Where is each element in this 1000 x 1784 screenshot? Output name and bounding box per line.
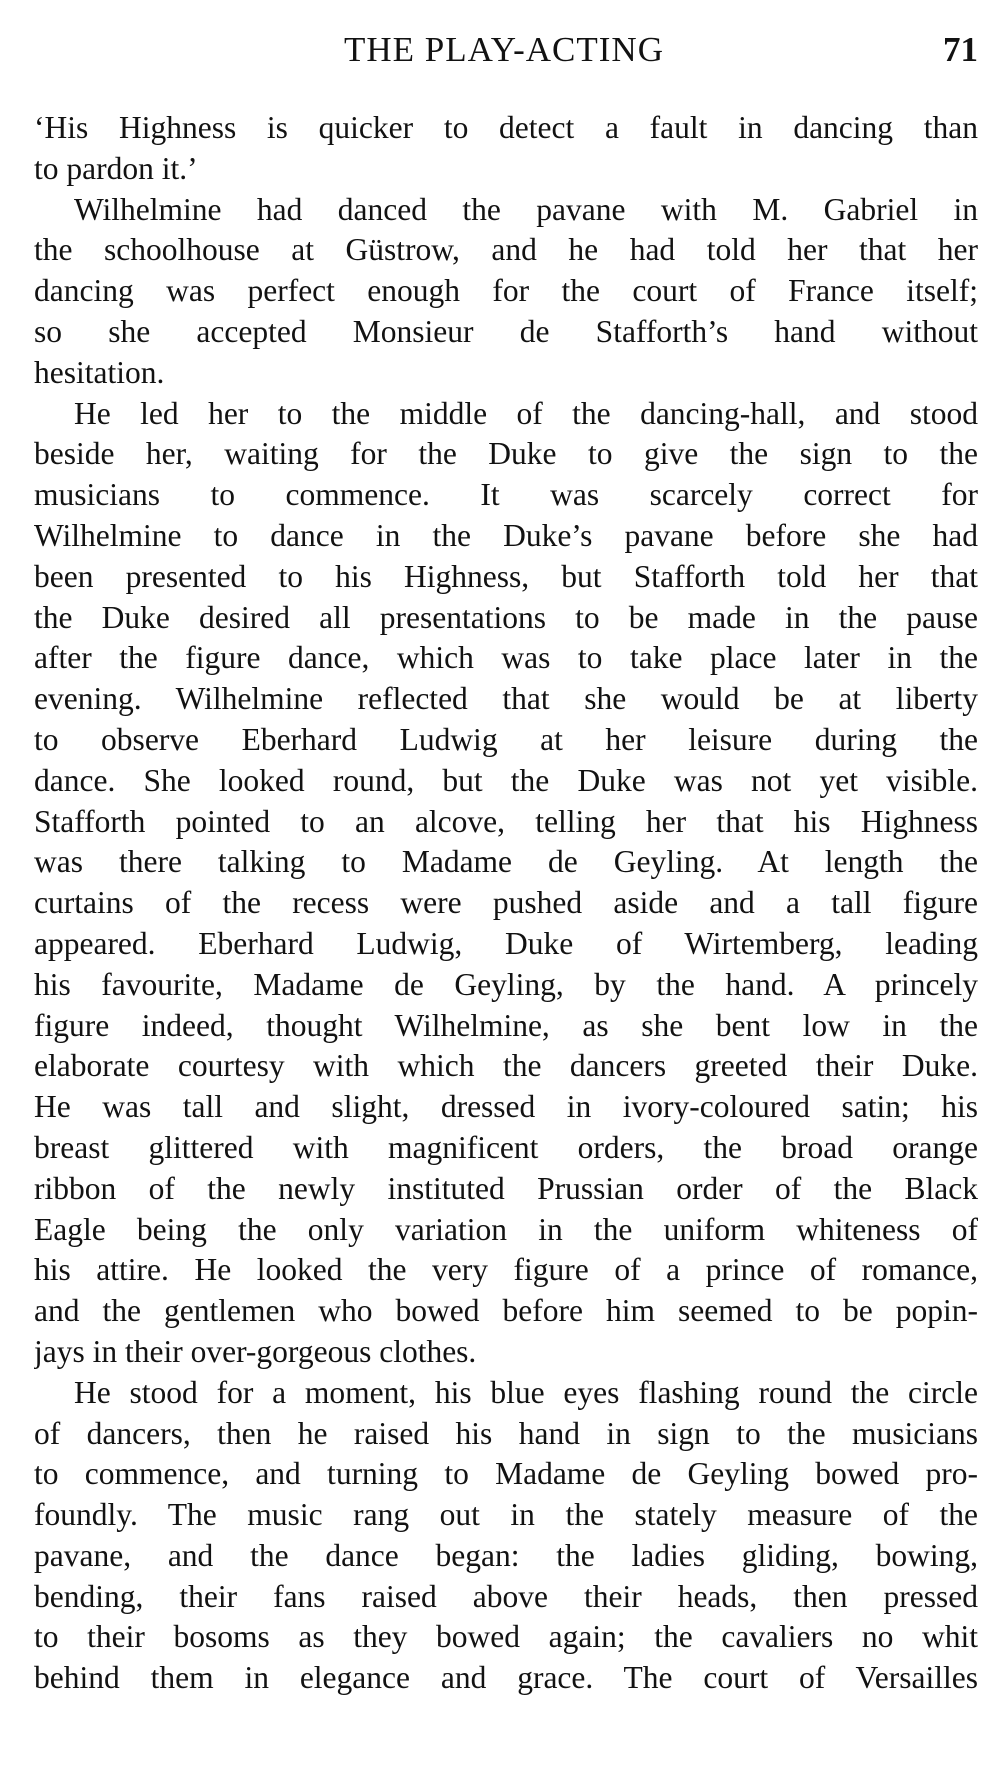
text-line: elaborate courtesy with which the dancers greeted their Duke. [34,1048,978,1084]
text-line: breast glittered with magnificent orders, the broad orange [34,1129,978,1165]
text-line: Stafforth pointed to an alcove, telling her that his Highness [34,803,978,839]
page-header [30,30,978,80]
text-line: dancing was perfect enough for the court of France itself; [34,273,978,309]
text-line: ‘His Highness is quicker to detect a fault in dancing than [34,110,978,145]
text-line: been presented to his Highness, but Stafforth told her that [34,558,978,594]
text-line: evening. Wilhelmine reflected that she would be at liberty [34,681,978,717]
text-line: pavane, and the dance began: the ladies gliding, bowing, [34,1537,978,1573]
text-line: appeared. Eberhard Ludwig, Duke of Wirtemberg, leading [34,925,978,961]
text-line: bending, their fans raised above their heads, then pressed [34,1578,978,1614]
text-line: He was tall and slight, dressed in ivory-coloured satin; his [34,1089,978,1125]
text-line: Wilhelmine had danced the pavane with M. Gabriel in [74,191,978,227]
text-line: to commence, and turning to Madame de Geyling bowed pro- [34,1456,978,1492]
text-line: so she accepted Monsieur de Stafforth’s hand without [34,313,978,349]
text-line: his attire. He looked the very figure of a prince of romance, [34,1252,978,1288]
text-line: was there talking to Madame de Geyling. At length the [34,844,978,880]
text-line: the Duke desired all presentations to be made in the pause [34,599,978,635]
text-line: figure indeed, thought Wilhelmine, as she bent low in the [34,1007,978,1043]
text-line: and the gentlemen who bowed before him seemed to be popin- [34,1293,978,1329]
text-line: to observe Eberhard Ludwig at her leisure during the [34,721,978,757]
text-line: of dancers, then he raised his hand in sign to the musicians [34,1415,978,1451]
text-line: He led her to the middle of the dancing-hall, and stood [74,395,978,431]
text-line: curtains of the recess were pushed aside and a tall figure [34,885,978,921]
text-line: Eagle being the only variation in the uniform whiteness of [34,1211,978,1247]
running-head: THE PLAY-ACTING [344,30,664,69]
text-line: ribbon of the newly instituted Prussian order of the Black [34,1170,978,1206]
text-line: musicians to commence. It was scarcely correct for [34,477,978,513]
text-line: hesitation. [34,354,165,390]
text-line: the schoolhouse at Güstrow, and he had told her that her [34,232,978,268]
text-line: behind them in elegance and grace. The court of Versailles [34,1660,978,1696]
text-line: foundly. The music rang out in the stately measure of the [34,1497,978,1533]
text-line: to pardon it.’ [34,150,198,186]
text-line: beside her, waiting for the Duke to give the sign to the [34,436,978,472]
body-text [34,108,978,1699]
page-number: 71 [943,30,978,69]
text-line: dance. She looked round, but the Duke was not yet visible. [34,762,978,798]
text-line: Wilhelmine to dance in the Duke’s pavane before she had [34,517,978,553]
text-line: his favourite, Madame de Geyling, by the hand. A princely [34,966,978,1002]
text-line: jays in their over-gorgeous clothes. [34,1333,477,1369]
text-line: to their bosoms as they bowed again; the cavaliers no whit [34,1619,978,1655]
text-line: He stood for a moment, his blue eyes flashing round the circle [74,1374,978,1410]
text-line: after the figure dance, which was to take place later in the [34,640,978,676]
